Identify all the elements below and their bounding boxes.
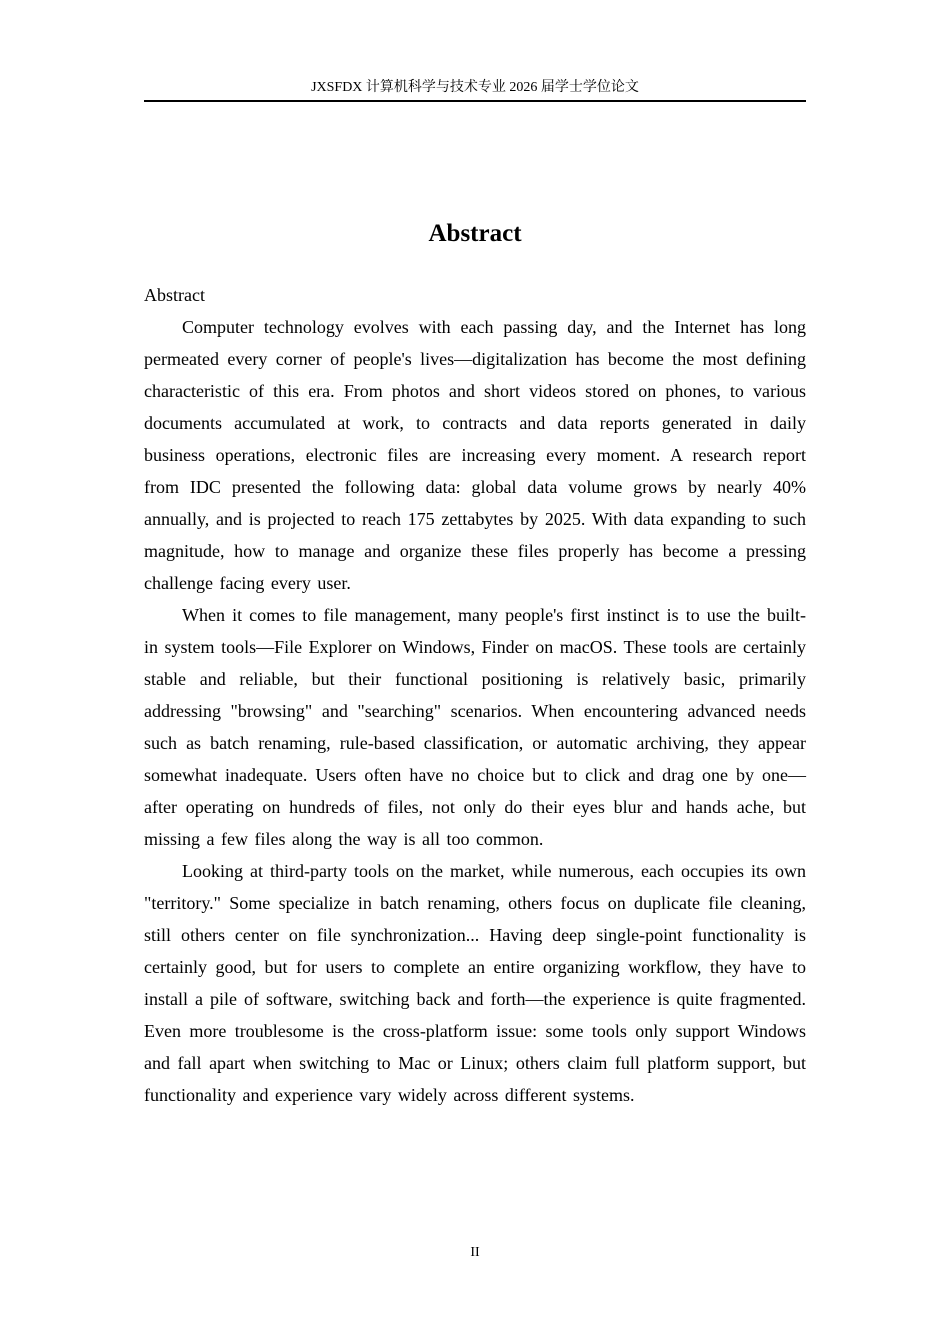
paragraph-3: Looking at third-party tools on the market, while numerous, each occupies its own "territory." Some specialize in batch renaming, others focus on duplicate file cleaning, still others center on file synchronization... Having deep single-point functionality is certainly good, but for users to complete an entire organizing workflow, they have to install a pile of software, switching back and forth—the experience is quite fragmented. Even more troublesome is the cross-platform issue: some tools only support Windows and fall apart when switching to Mac or Linux; others claim full platform support, but functionality and experience vary widely across different systems. [144, 861, 806, 1105]
abstract-body [144, 279, 806, 1111]
page-number: II [470, 1245, 480, 1260]
abstract-label: Abstract [144, 285, 205, 305]
page-title: Abstract [428, 220, 522, 247]
running-header: JXSFDX 计算机科学与技术专业 2026 届学士学位论文 [311, 80, 639, 95]
paragraph-2: When it comes to file management, many people's first instinct is to use the built-in system tools—File Explorer on Windows, Finder on macOS. These tools are certainly stable and reliable, but their functional positioning is relatively basic, primarily addressing "browsing" and "searching" scenarios. When encountering advanced needs such as batch renaming, rule-based classification, or automatic archiving, they appear somewhat inadequate. Users often have no choice but to click and drag one by one—after operating on hundreds of files, not only do their eyes blur and hands ache, but missing a few files along the way is all too common. [144, 605, 806, 849]
paragraph-1: Computer technology evolves with each passing day, and the Internet has long permeated every corner of people's lives—digitalization has become the most defining characteristic of this era. From photos and short videos stored on phones, to various documents accumulated at work, to contracts and data reports generated in daily business operations, electronic files are increasing every moment. A research report from IDC presented the following data: global data volume grows by nearly 40% annually, and is projected to reach 175 zettabytes by 2025. With data expanding to such magnitude, how to manage and organize these files properly has become a pressing challenge facing every user. [144, 317, 806, 593]
header-rule [144, 100, 806, 102]
